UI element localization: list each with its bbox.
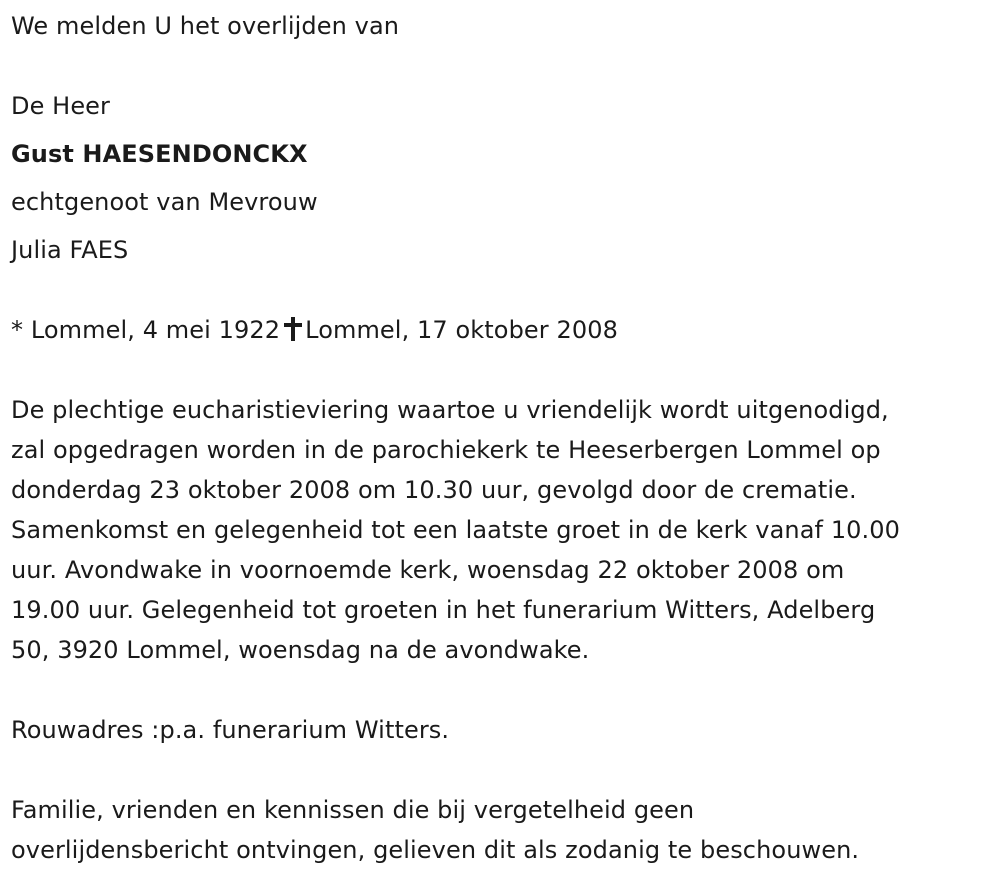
- ceremony-line: Samenkomst en gelegenheid tot een laatste groet in de kerk vanaf 10.00: [11, 516, 901, 544]
- intro-text: We melden U het overlijden van: [11, 12, 400, 40]
- ceremony-line: donderdag 23 oktober 2008 om 10.30 uur, gevolgd door de crematie.: [11, 476, 857, 504]
- ceremony-line: De plechtige eucharistieviering waartoe u vriendelijk wordt uitgenodigd,: [11, 396, 889, 424]
- ceremony-line: 50, 3920 Lommel, woensdag na de avondwake.: [11, 636, 590, 664]
- cross-icon: [284, 317, 302, 341]
- spouse-name: Julia FAES: [11, 236, 129, 264]
- spouse-intro: echtgenoot van Mevrouw: [11, 188, 318, 216]
- death-notice: [11, 6, 996, 870]
- title-text: De Heer: [11, 92, 111, 120]
- closing-line: overlijdensbericht ontvingen, gelieven dit als zodanig te beschouwen.: [11, 836, 860, 864]
- closing-line: Familie, vrienden en kennissen die bij vergetelheid geen: [11, 796, 695, 824]
- ceremony-line: uur. Avondwake in voornoemde kerk, woensdag 22 oktober 2008 om: [11, 556, 845, 584]
- ceremony-paragraph: [11, 390, 996, 670]
- ceremony-line: 19.00 uur. Gelegenheid tot groeten in het funerarium Witters, Adelberg: [11, 596, 876, 624]
- ceremony-line: zal opgedragen worden in de parochiekerk te Heeserbergen Lommel op: [11, 436, 881, 464]
- deceased-name: Gust HAESENDONCKX: [11, 140, 308, 168]
- closing-paragraph: [11, 790, 996, 870]
- birth-info: * Lommel, 4 mei 1922: [11, 316, 281, 344]
- dates-line: [11, 310, 996, 350]
- death-info: Lommel, 17 oktober 2008: [305, 316, 618, 344]
- address-line: Rouwadres :p.a. funerarium Witters.: [11, 716, 450, 744]
